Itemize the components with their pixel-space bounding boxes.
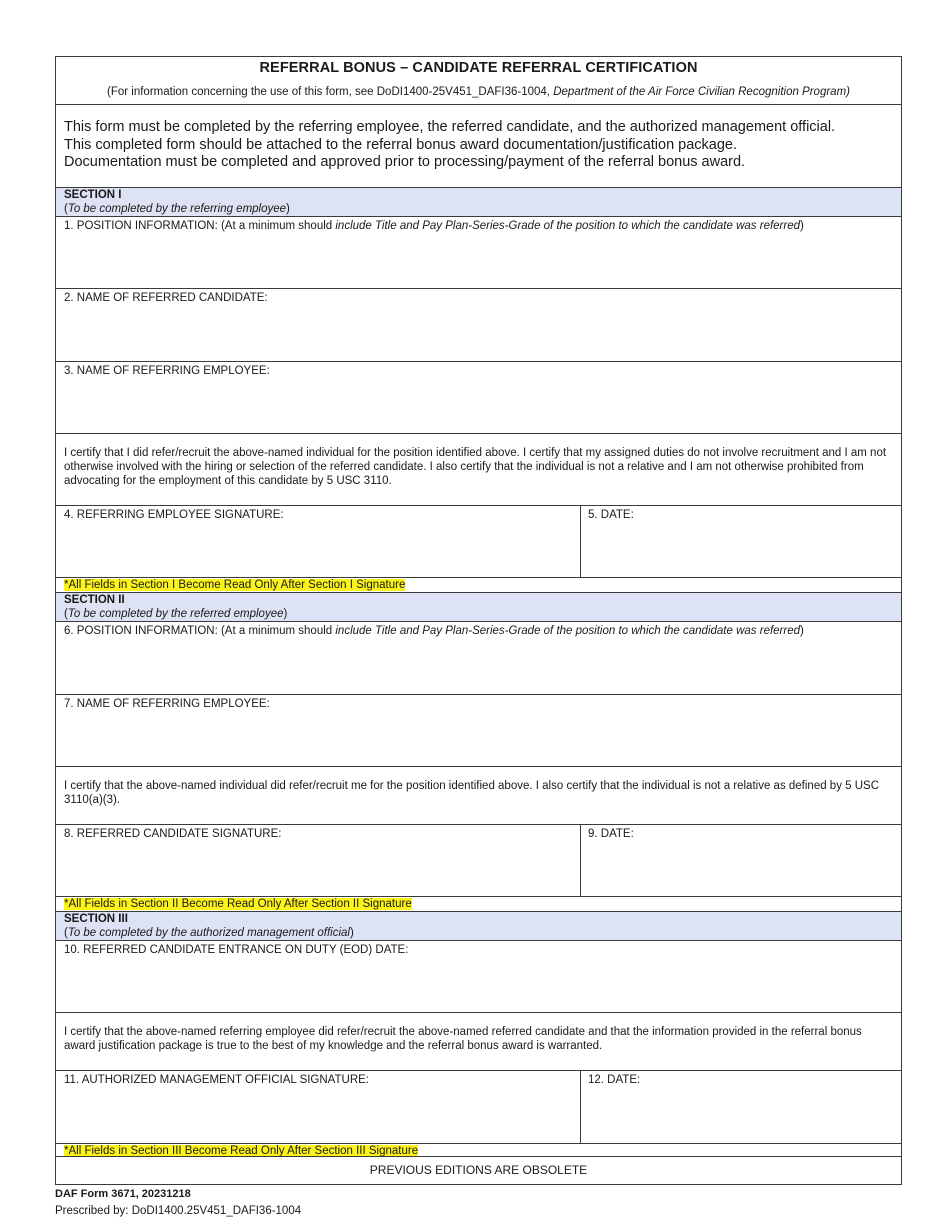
- referral-bonus-form: [55, 56, 902, 1157]
- column-divider: [580, 825, 581, 896]
- section-3-header: SECTION III (To be completed by the authorized management official): [56, 911, 901, 940]
- form-instructions: This form must be completed by the referring employee, the referred candidate, and the authorized management official. This completed form should be attached to the referral bonus award documentation/justification package. Documentation must be completed and approved prior to processing/payment of the referral bonus award.: [56, 104, 901, 187]
- referred-candidate-signature-field[interactable]: 8. REFERRED CANDIDATE SIGNATURE:: [64, 828, 282, 840]
- referring-employee-name-field[interactable]: 3. NAME OF REFERRING EMPLOYEE:: [56, 361, 901, 433]
- section-1-certification: I certify that I did refer/recruit the above-named individual for the position identified above. I certify that my assigned duties do not involve recruitment and I am not otherwise involved with the hiring or selection of the referred candidate. I also certify that the individual is not a relative and I am not otherwise prohibited from advocating for the employment of this candidate by 5 USC 3110.: [56, 433, 901, 505]
- section-2-signature-row: [56, 824, 901, 896]
- section-3-read-only-note: *All Fields in Section III Become Read Only After Section III Signature: [56, 1143, 901, 1157]
- form-subtitle: (For information concerning the use of this form, see DoDI1400-25V451_DAFI36-1004, Department of the Air Force Civilian Recognition Program): [107, 86, 850, 98]
- section-1-signature-row: [56, 505, 901, 577]
- section-3-signature-row: [56, 1070, 901, 1143]
- referred-candidate-name-field[interactable]: 2. NAME OF REFERRED CANDIDATE:: [56, 288, 901, 361]
- eod-date-field[interactable]: 10. REFERRED CANDIDATE ENTRANCE ON DUTY (EOD) DATE:: [56, 940, 901, 1012]
- obsolete-editions-notice: PREVIOUS EDITIONS ARE OBSOLETE: [55, 1156, 902, 1185]
- section-2-certification: I certify that the above-named individual did refer/recruit me for the position identified above. I also certify that the individual is not a relative as defined by 5 USC 3110(a)(3).: [56, 766, 901, 824]
- column-divider: [580, 506, 581, 577]
- section-2-read-only-note: *All Fields in Section II Become Read Only After Section II Signature: [56, 896, 901, 911]
- form-number: DAF Form 3671, 20231218: [55, 1188, 191, 1200]
- form-title: REFERRAL BONUS – CANDIDATE REFERRAL CERTIFICATION: [259, 60, 698, 76]
- section-2-position-information-field[interactable]: 6. POSITION INFORMATION: (At a minimum should include Title and Pay Plan-Series-Grade of the position to which the candidate was referred): [56, 621, 901, 694]
- section-1-header: SECTION I (To be completed by the referring employee): [56, 187, 901, 216]
- column-divider: [580, 1071, 581, 1143]
- section-2-referring-employee-name-field[interactable]: 7. NAME OF REFERRING EMPLOYEE:: [56, 694, 901, 766]
- section-1-read-only-note: *All Fields in Section I Become Read Only After Section I Signature: [56, 577, 901, 592]
- prescribed-by: Prescribed by: DoDI1400.25V451_DAFI36-1004: [55, 1205, 302, 1217]
- position-information-field[interactable]: 1. POSITION INFORMATION: (At a minimum should include Title and Pay Plan-Series-Grade of the position to which the candidate was referred): [56, 216, 901, 288]
- management-official-signature-field[interactable]: 11. AUTHORIZED MANAGEMENT OFFICIAL SIGNATURE:: [64, 1074, 370, 1086]
- form-header: [56, 57, 901, 104]
- section-1-date-field[interactable]: 5. DATE:: [588, 509, 634, 521]
- section-2-date-field[interactable]: 9. DATE:: [588, 828, 634, 840]
- section-3-certification: I certify that the above-named referring employee did refer/recruit the above-named referred candidate and that the information provided in the referral bonus award justification package is true to the best of my knowledge and the referral bonus award is warranted.: [56, 1012, 901, 1070]
- section-3-date-field[interactable]: 12. DATE:: [588, 1074, 641, 1086]
- referring-employee-signature-field[interactable]: 4. REFERRING EMPLOYEE SIGNATURE:: [64, 509, 284, 521]
- section-2-header: SECTION II (To be completed by the referred employee): [56, 592, 901, 621]
